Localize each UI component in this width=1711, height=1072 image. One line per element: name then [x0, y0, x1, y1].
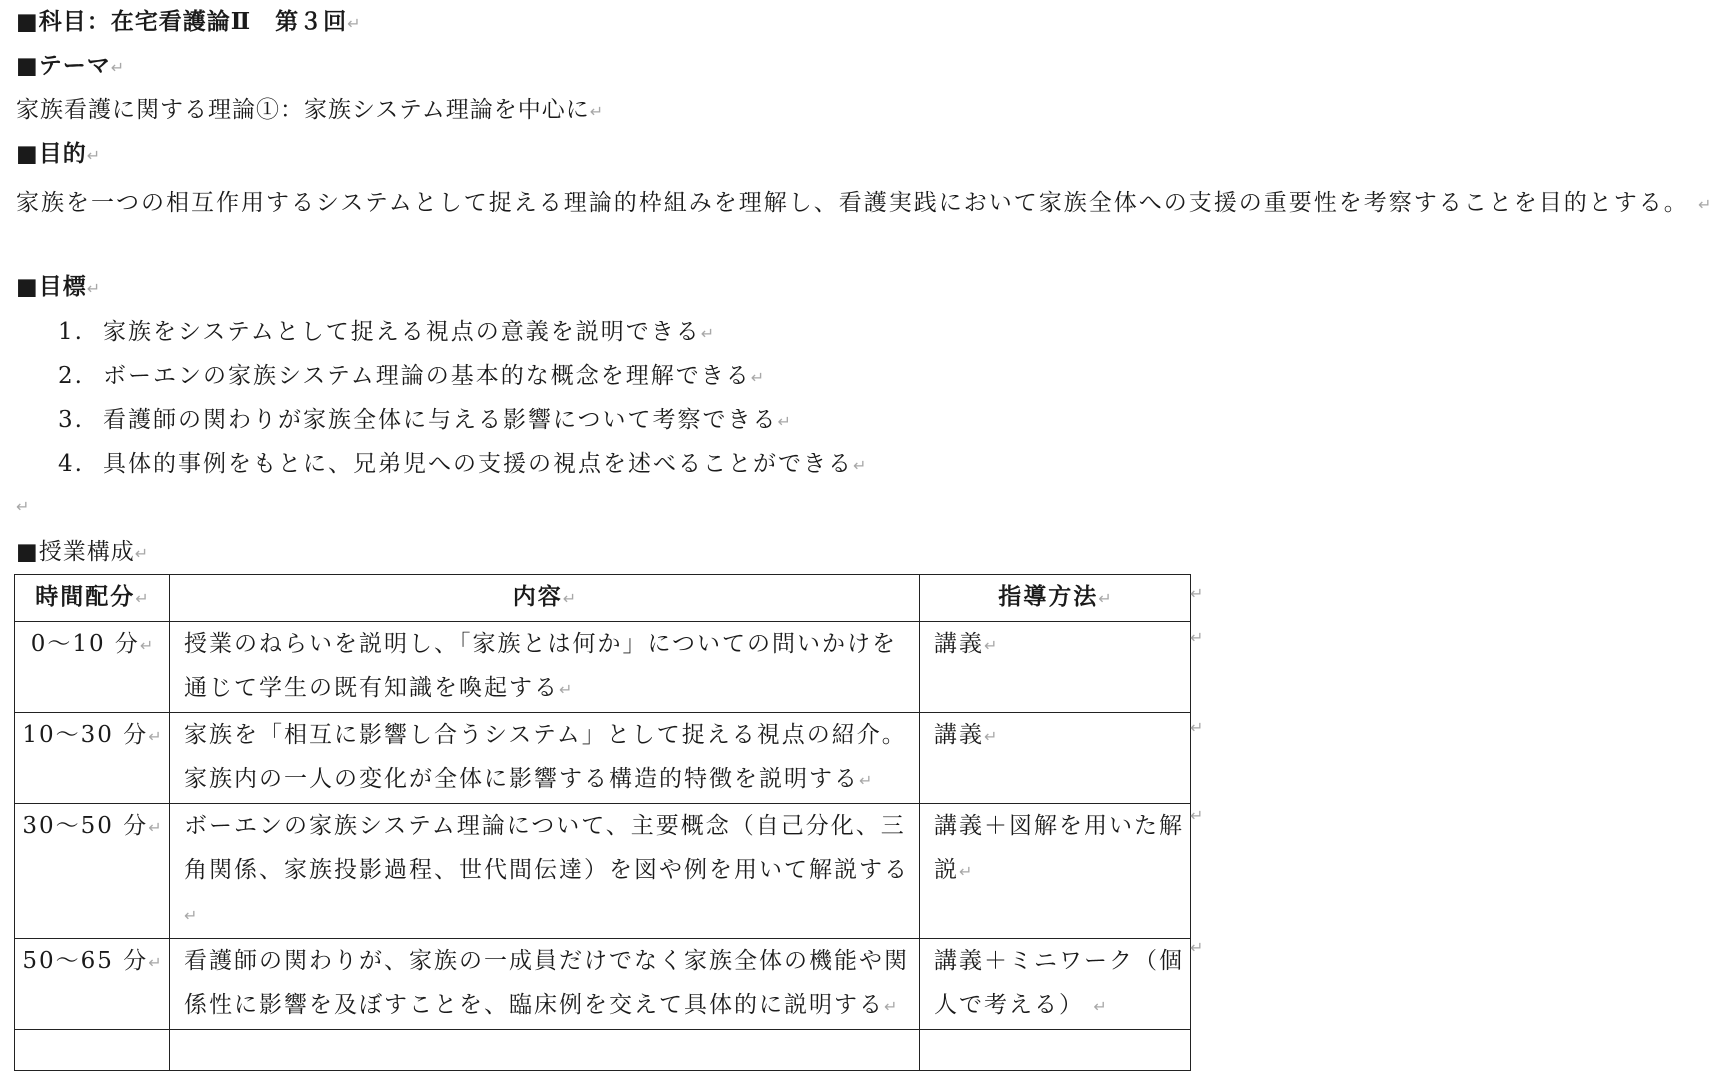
row-content: 家族を「相互に影響し合うシステム」として捉える視点の紹介。家族内の一人の変化が全体に影響する構造的特徴を説明する↵	[170, 713, 920, 804]
column-header-method: 指導方法↵	[920, 575, 1191, 622]
table-row	[15, 939, 1191, 1030]
subject-line: ■科目：在宅看護論Ⅱ 第３回↵	[16, 8, 361, 35]
theme-heading: ■テーマ↵	[16, 52, 125, 79]
row-method: 講義↵	[920, 622, 1191, 713]
column-header-time: 時間配分↵	[15, 575, 170, 622]
row-time: 50〜65 分↵	[15, 939, 170, 1030]
row-end-mark: ↵	[1190, 938, 1204, 957]
row-method: 講義＋ミニワーク（個人で考える） ↵	[920, 939, 1191, 1030]
theme-text: 家族看護に関する理論①：家族システム理論を中心に↵	[16, 97, 604, 123]
lesson-structure-table	[14, 574, 1191, 1071]
row-end-mark: ↵	[1190, 806, 1204, 825]
row-time: 30〜50 分↵	[15, 804, 170, 939]
row-end-mark: ↵	[1190, 584, 1204, 603]
table-row	[15, 713, 1191, 804]
document-page: ■科目：在宅看護論Ⅱ 第３回↵ ■テーマ↵ 家族看護に関する理論①：家族システム理論を中心に↵ ■目的↵ 家族を一つの相互作用するシステムとして捉える理論的枠組みを理解し、看護実践において家族全体への支援の重要性を考察することを目的とする。 ↵ ■目標↵ 1. 家族をシステムとして捉える視点の意義を説明できる↵ 2. ボーエンの家族システム理論の基本的な概念を理解できる↵ 3. 看護師の関わりが家族全体に与える影響について考察できる↵ 4. 具体的事例をもとに、兄弟児への支援の視点を述べることができる↵ ↵ ■授業構成↵ 時間配分↵ 内容↵ 指導方法↵ 0〜10 分↵ 授業のねらいを説明し、「家族とは何か」についての問いかけを通じて学生の既有知識を喚起する↵ 講義↵ 10〜30 分↵ 家族を「相互に影響し合うシステム」として捉える視点の紹介。家族内の一人の変化が全体に影響する構造的特徴を説明する↵ 講義↵ 30〜50 分↵ ボーエンの家族システム理論について、主要概念（自己分化、三角関係、家族投影過程、世代間伝達）を図や例を用いて解説する↵ 講義＋図解を用いた解説↵ 50〜65 分↵ 看護師の関わりが、家族の一成員だけでなく家族全体の機能や関係性に影響を及ぼすことを、臨床例を交えて具体的に説明する↵ 講義＋ミニワーク（個人で考える） ↵ ↵ ↵ ↵ ↵ ↵	[0, 0, 1200, 1072]
row-end-mark: ↵	[1190, 718, 1204, 737]
table-row	[15, 804, 1191, 939]
row-content: 看護師の関わりが、家族の一成員だけでなく家族全体の機能や関係性に影響を及ぼすことを、臨床例を交えて具体的に説明する↵	[170, 939, 920, 1030]
goals-heading: ■目標↵	[16, 273, 101, 300]
structure-heading: ■授業構成↵	[16, 539, 149, 565]
column-header-content: 内容↵	[170, 575, 920, 622]
row-time: 0〜10 分↵	[15, 622, 170, 713]
empty-paragraph-mark: ↵	[16, 497, 30, 516]
row-method: 講義↵	[920, 713, 1191, 804]
row-method: 講義＋図解を用いた解説↵	[920, 804, 1191, 939]
row-content: ボーエンの家族システム理論について、主要概念（自己分化、三角関係、家族投影過程、世代間伝達）を図や例を用いて解説する↵	[170, 804, 920, 939]
purpose-text: 家族を一つの相互作用するシステムとして捉える理論的枠組みを理解し、看護実践において家族全体への支援の重要性を考察することを目的とする。 ↵	[16, 190, 1711, 216]
table-row-partial	[15, 1030, 1191, 1071]
table-header-row	[15, 575, 1191, 622]
row-content: 授業のねらいを説明し、「家族とは何か」についての問いかけを通じて学生の既有知識を喚起する↵	[170, 622, 920, 713]
purpose-heading: ■目的↵	[16, 140, 101, 167]
row-end-mark: ↵	[1190, 628, 1204, 647]
table-row	[15, 622, 1191, 713]
row-time: 10〜30 分↵	[15, 713, 170, 804]
